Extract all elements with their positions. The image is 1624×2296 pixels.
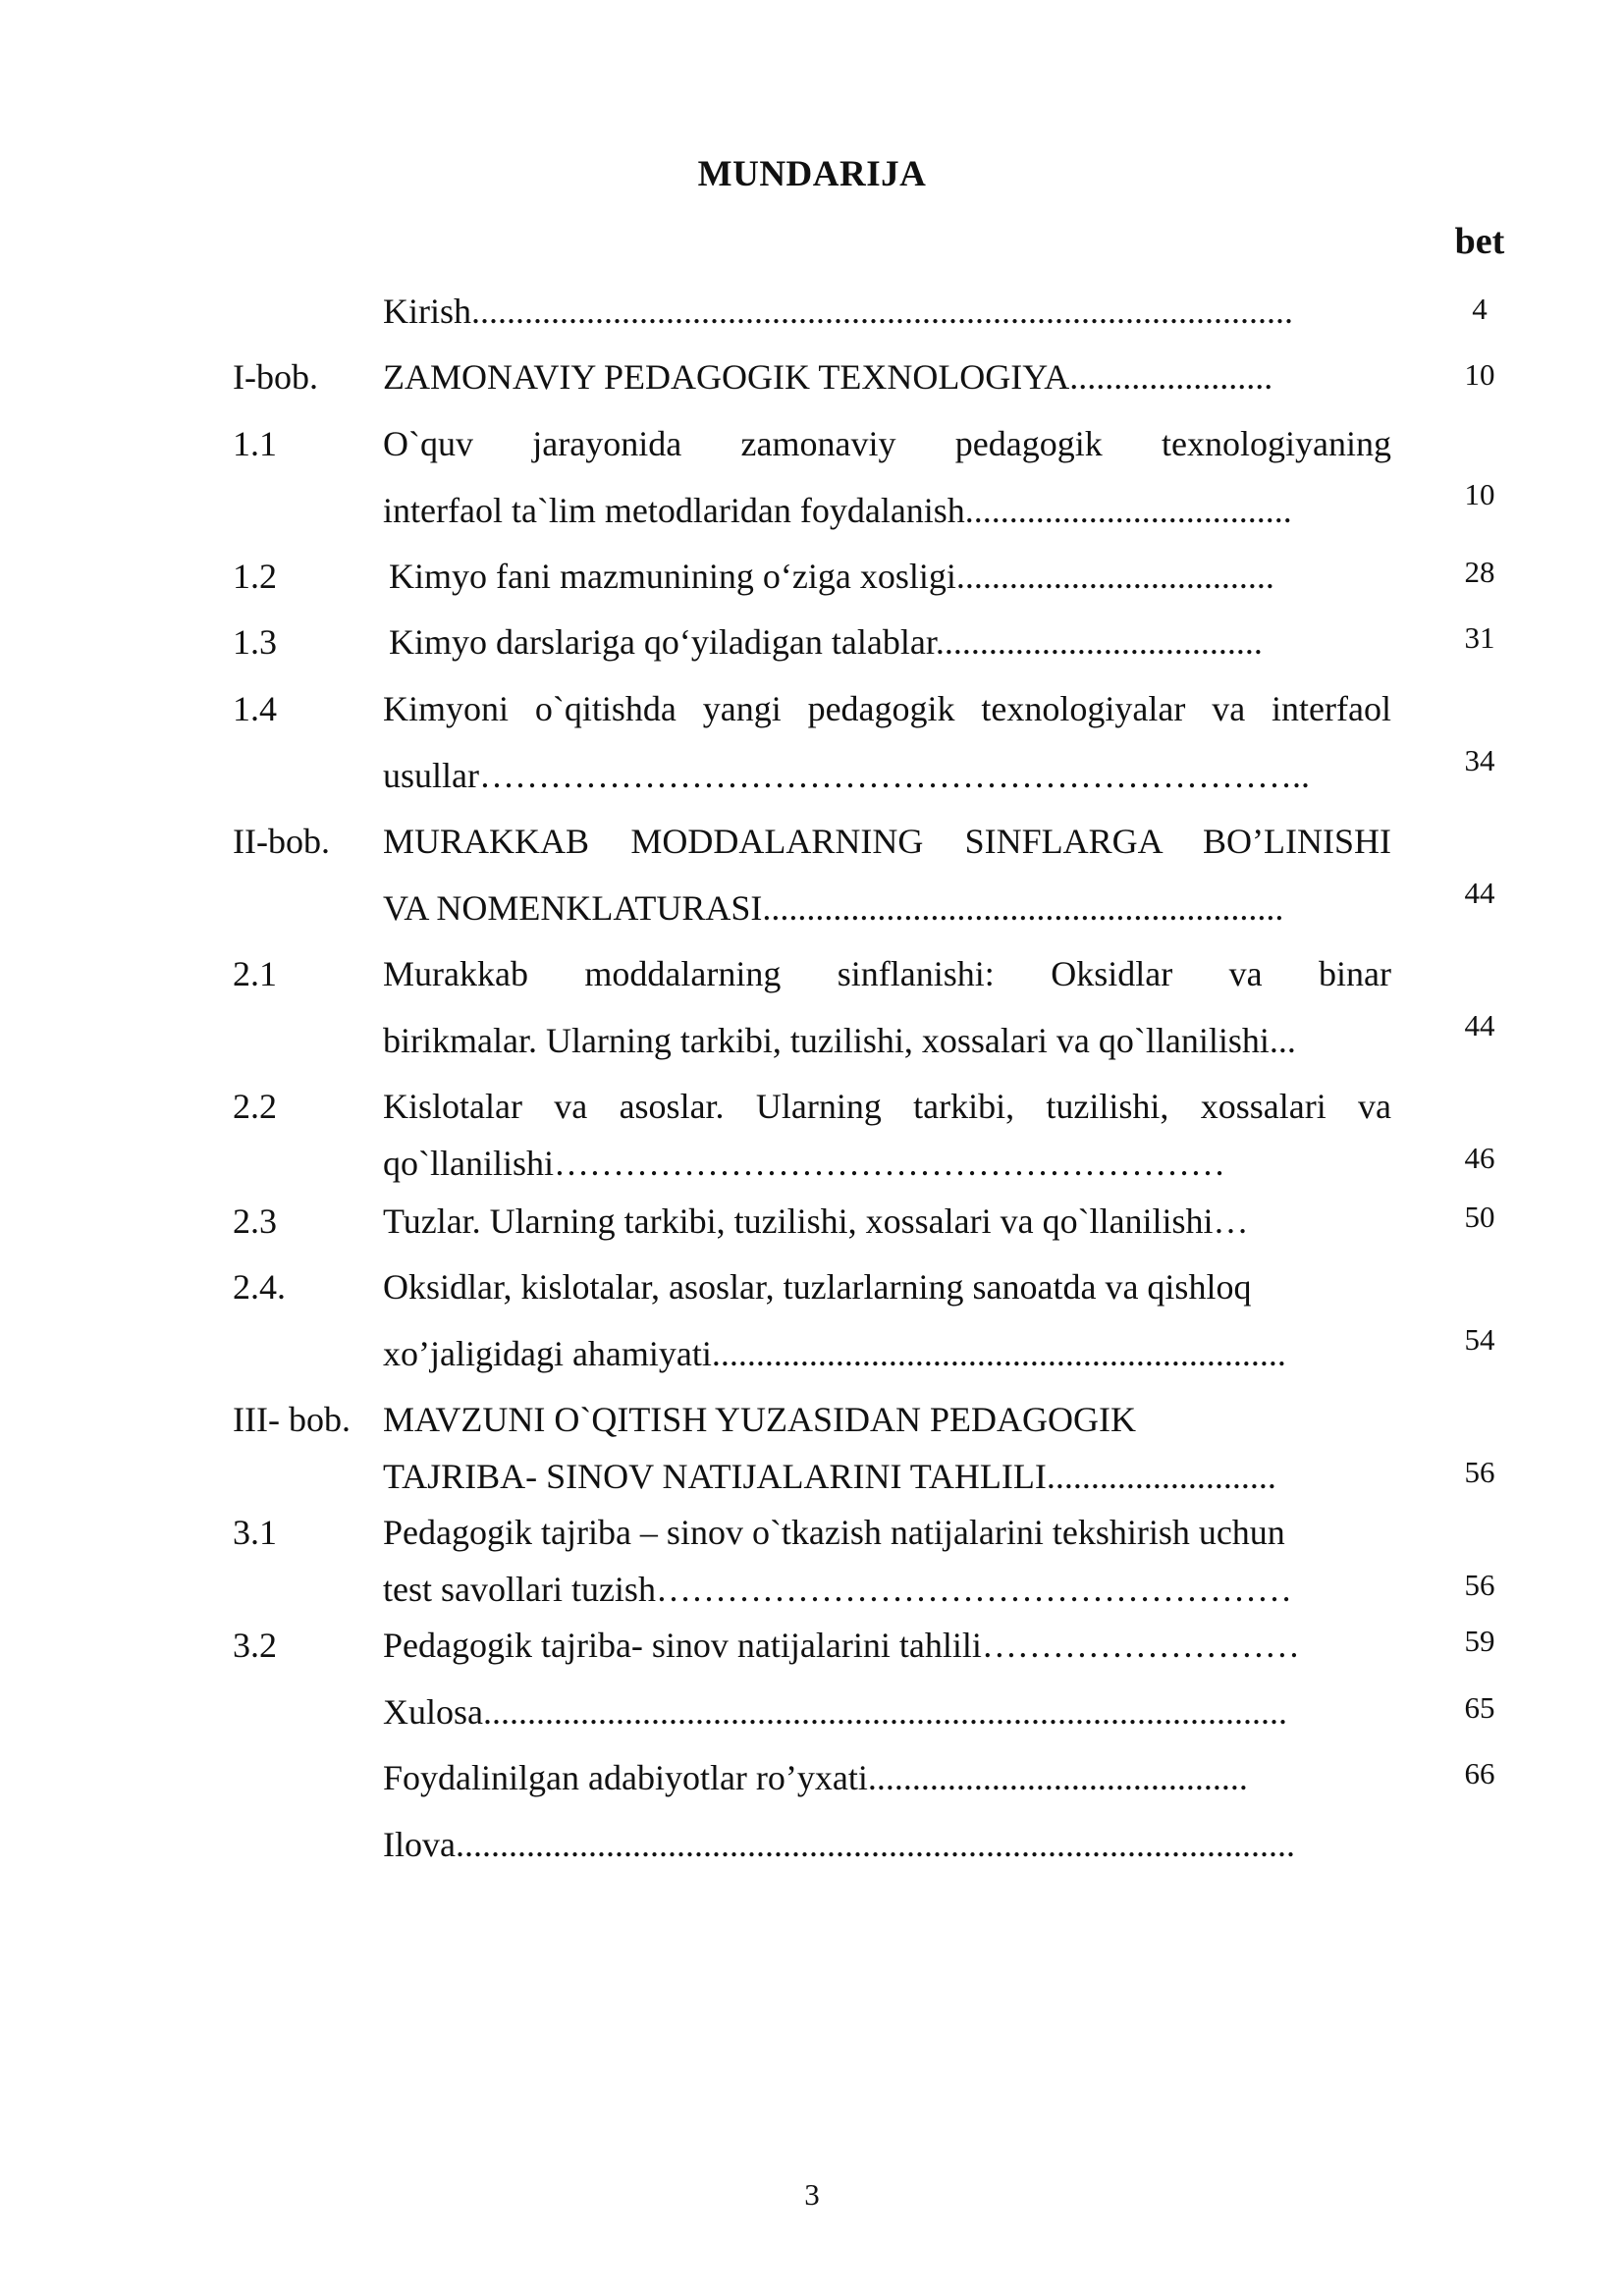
footer-page-number: 3 xyxy=(804,2177,820,2212)
toc-entry-text xyxy=(383,543,1391,610)
toc-entry-line: Kimyo darslariga qo‘yiladigan talablar..................................... xyxy=(389,622,1263,662)
toc-entry-text xyxy=(383,1679,1391,1745)
toc-entry-line: interfaol ta`lim metodlaridan foydalanish..................................... xyxy=(383,491,1292,530)
toc-entry-text xyxy=(383,1254,1391,1387)
toc-entry-line: Kirish............................................................................................. xyxy=(383,292,1293,331)
toc-entry-text xyxy=(383,940,1391,1074)
toc-entry-line: Pedagogik tajriba- sinov natijalarini tahlili……………………… xyxy=(383,1626,1300,1665)
toc-entry-line: Xulosa........................................................................................... xyxy=(383,1692,1287,1732)
toc-entry-text xyxy=(383,808,1391,941)
toc-entry-page: 59 xyxy=(1464,1624,1495,1658)
toc-entry-text xyxy=(383,1073,1391,1187)
toc-entry-line: Murakkab moddalarning sinflanishi: Oksidlar va binar xyxy=(383,954,1391,993)
toc-entry-number: II-bob. xyxy=(233,822,330,861)
toc-entry-page: 65 xyxy=(1464,1690,1495,1725)
toc-entry-line: O`quv jarayonida zamonaviy pedagogik texnologiyaning xyxy=(383,424,1391,463)
toc-entry-number: 3.1 xyxy=(233,1513,277,1552)
toc-entry-line: VA NOMENKLATURASI........................................................... xyxy=(383,888,1284,928)
toc-entry-page: 28 xyxy=(1464,555,1495,589)
toc-entry-line: Kislotalar va asoslar. Ularning tarkibi, tuzilishi, xossalari va xyxy=(383,1087,1391,1126)
toc-entry-number: 2.2 xyxy=(233,1087,277,1126)
toc-entry-page: 34 xyxy=(1464,743,1495,777)
toc-entry-page: 50 xyxy=(1464,1200,1495,1234)
toc-entry-number: I-bob. xyxy=(233,357,318,397)
toc-entry-text xyxy=(383,609,1391,675)
toc-entry-text xyxy=(383,1499,1391,1613)
toc-entry-number: 3.2 xyxy=(233,1626,277,1665)
toc-entry-text xyxy=(383,344,1391,410)
page-title: MUNDARIJA xyxy=(697,154,927,194)
toc-entry-page: 4 xyxy=(1472,292,1488,326)
toc-entry-text xyxy=(383,278,1391,345)
toc-entry-line: MAVZUNI O`QITISH YUZASIDAN PEDAGOGIK xyxy=(383,1400,1136,1439)
toc-entry-line: birikmalar. Ularning tarkibi, tuzilishi, xossalari va qo`llanilishi... xyxy=(383,1021,1296,1060)
toc-entry-line: Pedagogik tajriba – sinov o`tkazish natijalarini tekshirish uchun xyxy=(383,1513,1285,1552)
toc-entry-number: 2.3 xyxy=(233,1201,277,1241)
toc-entry-page: 56 xyxy=(1464,1568,1495,1602)
toc-entry-number: 1.3 xyxy=(233,622,277,662)
toc-entry-page: 44 xyxy=(1464,1008,1495,1042)
toc-entry-text xyxy=(383,410,1391,544)
toc-entry-page: 54 xyxy=(1464,1322,1495,1357)
toc-entry-line: ZAMONAVIY PEDAGOGIK TEXNOLOGIYA....................... xyxy=(383,357,1273,397)
toc-entry-page: 46 xyxy=(1464,1141,1495,1175)
toc-entry-text xyxy=(383,675,1391,809)
toc-entry-page: 10 xyxy=(1464,357,1495,392)
toc-entry-line: Kimyo fani mazmunining o‘ziga xosligi.................................... xyxy=(389,557,1274,596)
toc-entry-line: usullar…………………………………………………………….. xyxy=(383,756,1310,795)
toc-entry-line: test savollari tuzish……………………………………………… xyxy=(383,1570,1292,1609)
toc-entry-page: 44 xyxy=(1464,876,1495,910)
toc-entry-line: MURAKKAB MODDALARNING SINFLARGA BO’LINISHI xyxy=(383,822,1391,861)
toc-entry-line: TAJRIBA- SINOV NATIJALARINI TAHLILI.......................... xyxy=(383,1457,1276,1496)
toc-entry-line: Foydalinilgan adabiyotlar ro’yxati........................................... xyxy=(383,1758,1248,1797)
toc-entry-line: Kimyoni o`qitishda yangi pedagogik texnologiyalar va interfaol xyxy=(383,689,1391,728)
toc-entry-text xyxy=(383,1744,1391,1811)
page-column-label: bet xyxy=(1454,221,1505,262)
toc-entry-page: 10 xyxy=(1464,477,1495,511)
toc-entry-page: 31 xyxy=(1464,620,1495,655)
toc-entry-number: 1.1 xyxy=(233,424,277,463)
toc-entry-text xyxy=(383,1612,1391,1679)
toc-entry-page: 66 xyxy=(1464,1756,1495,1790)
toc-entry-line: Tuzlar. Ularning tarkibi, tuzilishi, xossalari va qo`llanilishi… xyxy=(383,1201,1249,1241)
toc-entry-text xyxy=(383,1188,1391,1255)
toc-entry-number: 2.1 xyxy=(233,954,277,993)
toc-entry-line: xo’jaligidagi ahamiyati................................................................. xyxy=(383,1334,1286,1373)
toc-entry-number: 1.2 xyxy=(233,557,277,596)
toc-entry-line: qo`llanilishi………………………………………………… xyxy=(383,1144,1225,1183)
toc-entry-text xyxy=(383,1811,1391,1878)
toc-entry-number: 1.4 xyxy=(233,689,277,728)
toc-entry-line: Ilova............................................................................................... xyxy=(383,1825,1295,1864)
toc-entry-text xyxy=(383,1386,1391,1500)
toc-entry-line: Oksidlar, kislotalar, asoslar, tuzlarlarning sanoatda va qishloq xyxy=(383,1267,1252,1307)
toc-entry-page: 56 xyxy=(1464,1455,1495,1489)
toc-entry-number: 2.4. xyxy=(233,1267,286,1307)
toc-entry-number: III- bob. xyxy=(233,1400,351,1439)
